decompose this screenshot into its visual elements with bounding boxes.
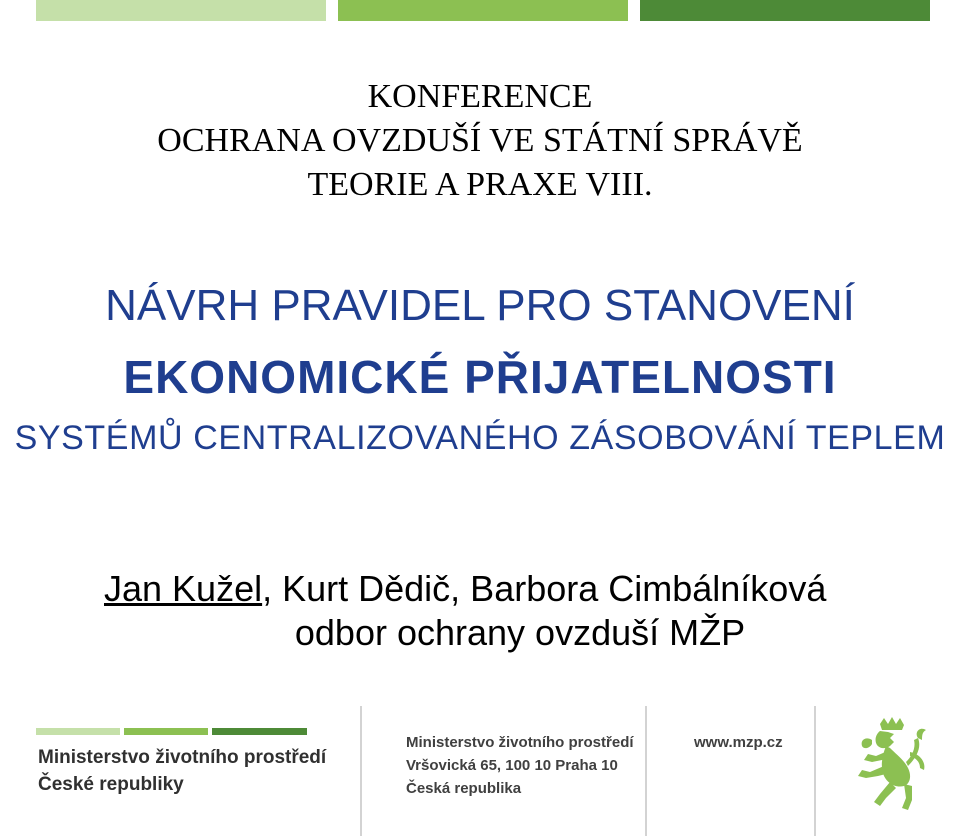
- footer-divider-3: [814, 706, 816, 836]
- ministry-logo: [38, 744, 326, 798]
- ministry-address: [406, 731, 634, 800]
- footer-bar-light: [36, 728, 120, 735]
- conference-name: OCHRANA OVZDUŠÍ VE STÁTNÍ SPRÁVĚ: [157, 122, 803, 159]
- ministry-logo-line-2: České republiky: [38, 774, 184, 795]
- conference-label: KONFERENCE: [367, 78, 593, 115]
- address-line-2: Vršovická 65, 100 10 Praha 10: [406, 757, 618, 774]
- author-presenter: Jan Kužel: [104, 568, 263, 609]
- title-line-1: NÁVRH PRAVIDEL PRO STANOVENÍ: [105, 281, 855, 330]
- title-line-3: SYSTÉMŮ CENTRALIZOVANÉHO ZÁSOBOVÁNÍ TEPLEM: [14, 419, 946, 457]
- website-link[interactable]: www.mzp.cz: [694, 734, 783, 751]
- footer-divider-2: [645, 706, 647, 836]
- top-bar-dark: [640, 0, 930, 21]
- department: odbor ochrany ovzduší MŽP: [294, 612, 746, 653]
- authors-others: , Kurt Dědič, Barbora Cimbálníková: [262, 568, 827, 609]
- czech-lion-emblem-icon: [850, 716, 932, 820]
- top-bar-mid: [338, 0, 628, 21]
- footer-divider-1: [360, 706, 362, 836]
- address-line-1: Ministerstvo životního prostředí: [406, 734, 634, 751]
- conference-subtitle: TEORIE A PRAXE VIII.: [307, 166, 653, 203]
- top-bar-light: [36, 0, 326, 21]
- title-line-2: EKONOMICKÉ PŘIJATELNOSTI: [123, 351, 837, 403]
- authors-line: [104, 568, 826, 610]
- footer-bar-dark: [212, 728, 307, 735]
- address-line-3: Česká republika: [406, 780, 522, 797]
- footer-bar-mid: [124, 728, 208, 735]
- ministry-logo-line-1: Ministerstvo životního prostředí: [38, 747, 327, 768]
